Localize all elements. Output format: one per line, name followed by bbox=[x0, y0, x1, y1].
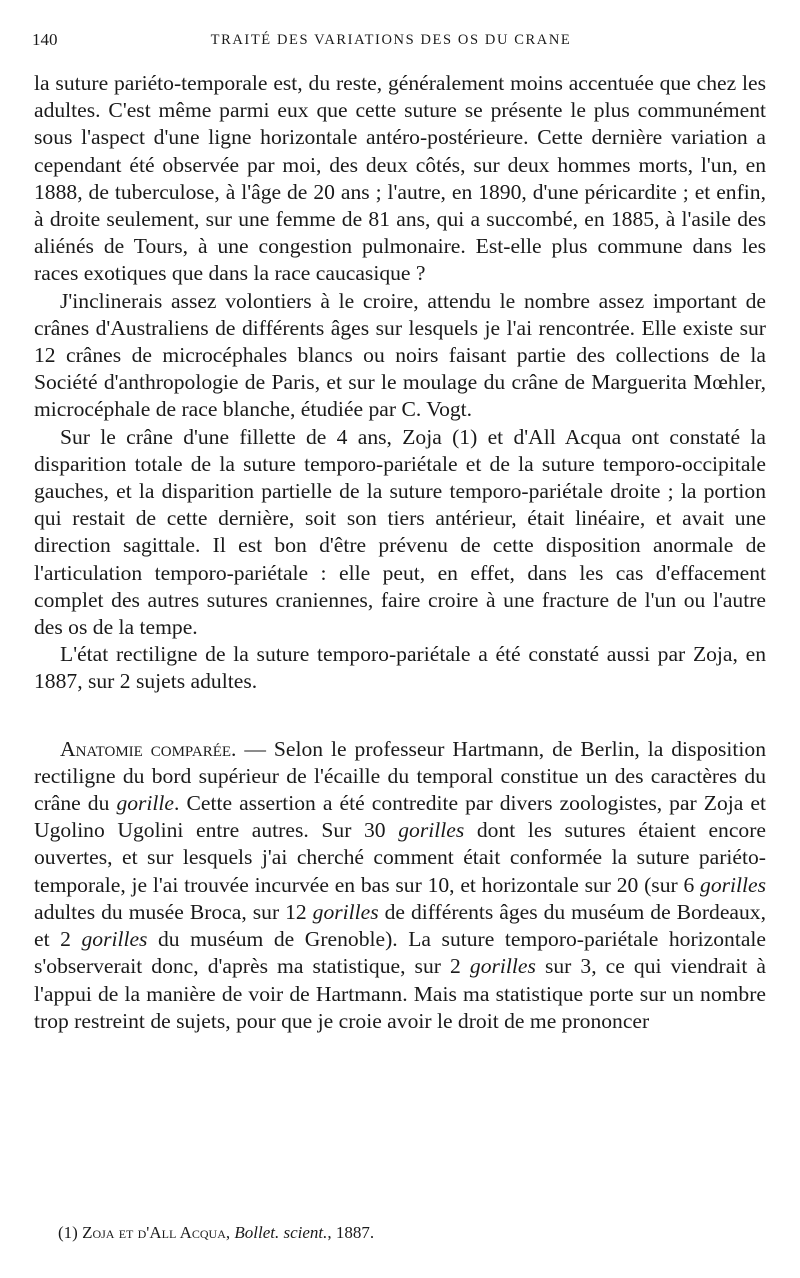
footnote-authors: Zoja et d'All Acqua bbox=[82, 1223, 226, 1242]
paragraph-1: la suture pariéto-temporale est, du reste, généralement moins accentuée que chez les adultes. C'est même parmi eux que cette suture se présente le plus communément sous l'aspect d'une ligne horizontale antéro-postérieure. Cette dernière variation a cependant été observée par moi, des deux côtés, sur deux hommes morts, l'un, en 1888, de tuberculose, à l'âge de 20 ans ; l'autre, en 1890, d'une péricardite ; et enfin, à droite seulement, sur une femme de 81 ans, qui a succombé, en 1885, à l'asile des aliénés de Tours, à une congestion pulmonaire. Est-elle plus commune dans les races exotiques que dans la race caucasique ? bbox=[34, 71, 766, 286]
body-text bbox=[34, 70, 766, 1035]
text-run: sur 3, ce qui viendrait à l'appui de la manière de voir de Hartmann. Mais ma statistique porte sur un nombre trop restreint de sujets, pour que je croie avoir le droit de me prononcer bbox=[34, 954, 766, 1033]
paragraph-2: J'inclinerais assez volontiers à le croire, attendu le nombre assez important de crânes d'Australiens de différents âges sur lesquels je l'ai rencontrée. Elle existe sur 12 crânes de microcéphales blancs ou noirs faisant partie des collections de la Société d'anthropologie de Paris, et sur le moulage du crâne de Marguerita Mœhler, microcéphale de race blanche, étudiée par C. Vogt. bbox=[34, 288, 766, 422]
paragraph-comparative-anatomy bbox=[34, 736, 766, 1035]
text-run: du muséum de Grenoble). La suture temporo-pariétale horizontale s'observerait donc, d'après ma statistique, sur 2 bbox=[34, 927, 766, 979]
text-run: dont les sutures étaient encore ouvertes, et sur lesquels j'ai cherché comment était conformée la suture pariéto-temporale, je l'ai trouvée incurvée en bas sur 10, et horizontale sur 20 (sur 6 bbox=[34, 818, 766, 897]
footnote-journal: Bollet. scient. bbox=[234, 1223, 328, 1242]
italic-term: gorilles bbox=[700, 872, 766, 897]
italic-term: gorilles bbox=[81, 927, 148, 952]
section-heading: Anatomie comparée. bbox=[60, 736, 237, 761]
text-run: . Cette assertion a été contredite par divers zoologistes, par Zoja et Ugolino Ugolini entre autres. Sur 30 bbox=[34, 791, 766, 843]
running-title: TRAITÉ DES VARIATIONS DES OS DU CRANE bbox=[210, 32, 572, 48]
footnote bbox=[58, 1222, 758, 1244]
page-header bbox=[32, 30, 770, 56]
footnote-year: , 1887. bbox=[327, 1223, 375, 1242]
footnote-marker: (1) bbox=[58, 1223, 83, 1242]
text-run: de différents âges du muséum de Bordeaux, et 2 bbox=[34, 899, 766, 952]
page-number: 140 bbox=[32, 30, 58, 49]
italic-term: gorilles bbox=[469, 954, 536, 979]
text-run: — Selon le professeur Hartmann, de Berlin, la disposition rectiligne du bord supérieur de l'écaille du temporal constitue un des caractères du crâne du bbox=[34, 736, 766, 816]
footnote-separator: , bbox=[225, 1223, 235, 1242]
paragraph-4: L'état rectiligne de la suture temporo-pariétale a été constaté aussi par Zoja, en 1887, sur 2 sujets adultes. bbox=[34, 642, 766, 694]
paragraph-3: Sur le crâne d'une fillette de 4 ans, Zoja (1) et d'All Acqua ont constaté la disparition totale de la suture temporo-pariétale et de la suture temporo-occipitale gauches, et la disparition partielle de la suture temporo-pariétale droite ; la portion qui restait de cette dernière, soit son tiers antérieur, était linéaire, et avait une direction sagittale. Il est bon d'être prévenu de cette disposition anormale de l'articulation temporo-pariétale : elle peut, en effet, dans les cas d'effacement complet des autres sutures craniennes, faire croire à une fracture de l'un ou l'autre des os de la tempe. bbox=[34, 424, 766, 640]
text-run: adultes du musée Broca, sur 12 bbox=[34, 899, 313, 924]
italic-term: gorille bbox=[116, 791, 175, 816]
italic-term: gorilles bbox=[312, 899, 379, 924]
italic-term: gorilles bbox=[398, 818, 465, 843]
